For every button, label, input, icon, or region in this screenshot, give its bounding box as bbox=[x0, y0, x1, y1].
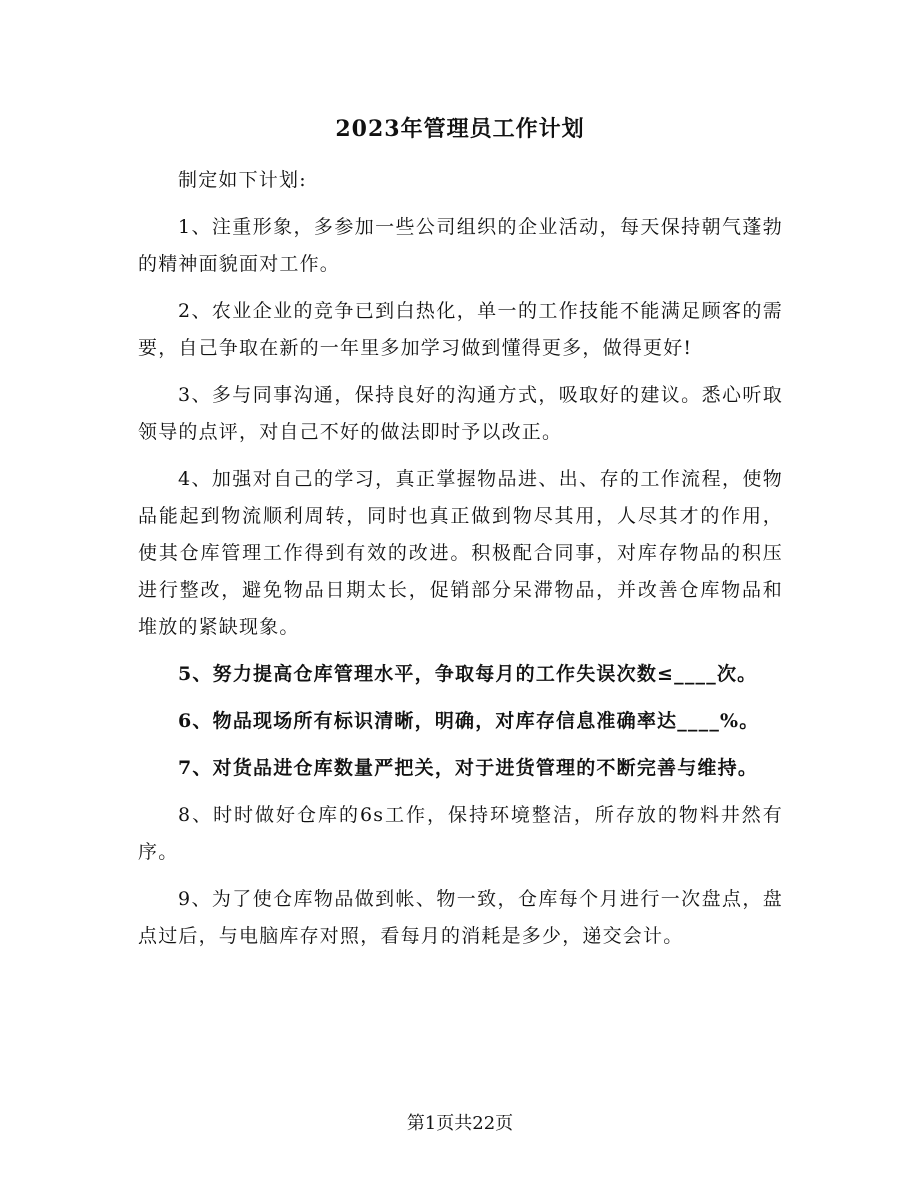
document-title: 2023年管理员工作计划 bbox=[335, 116, 585, 142]
paragraph-item-7: 7、对货品进仓库数量严把关，对于进货管理的不断完善与维持。 bbox=[178, 757, 759, 779]
paragraph-item-9: 9、为了使仓库物品做到帐、物一致，仓库每个月进行一次盘点，盘点过后，与电脑库存对照，看每月的消耗是多少，递交会计。 bbox=[138, 888, 783, 947]
paragraph-item-4: 4、加强对自己的学习，真正掌握物品进、出、存的工作流程，使物品能起到物流顺利周转，同时也真正做到物尽其用，人尽其才的作用，使其仓库管理工作得到有效的改进。积极配合同事，对库存物品的积压进行整改，避免物品日期太长，促销部分呆滞物品，并改善仓库物品和堆放的紧缺现象。 bbox=[138, 468, 783, 638]
paragraph-item-6: 6、物品现场所有标识清晰，明确，对库存信息准确率达____%。 bbox=[178, 710, 760, 732]
paragraph-item-2: 2、农业企业的竞争已到白热化，单一的工作技能不能满足顾客的需要，自己争取在新的一年里多加学习做到懂得更多，做得更好! bbox=[138, 300, 783, 359]
page-number-footer: 第1页共22页 bbox=[406, 1113, 514, 1134]
document-body bbox=[138, 162, 783, 965]
paragraph-item-5: 5、努力提高仓库管理水平，争取每月的工作失误次数≤____次。 bbox=[178, 663, 758, 685]
paragraph-intro: 制定如下计划: bbox=[178, 169, 307, 191]
paragraph-item-3: 3、多与同事沟通，保持良好的沟通方式，吸取好的建议。悉心听取领导的点评，对自己不好的做法即时予以改正。 bbox=[138, 384, 783, 443]
paragraph-item-8: 8、时时做好仓库的6s工作，保持环境整洁，所存放的物料井然有序。 bbox=[138, 804, 783, 863]
paragraph-item-1: 1、注重形象，多参加一些公司组织的企业活动，每天保持朝气蓬勃的精神面貌面对工作。 bbox=[138, 216, 783, 275]
